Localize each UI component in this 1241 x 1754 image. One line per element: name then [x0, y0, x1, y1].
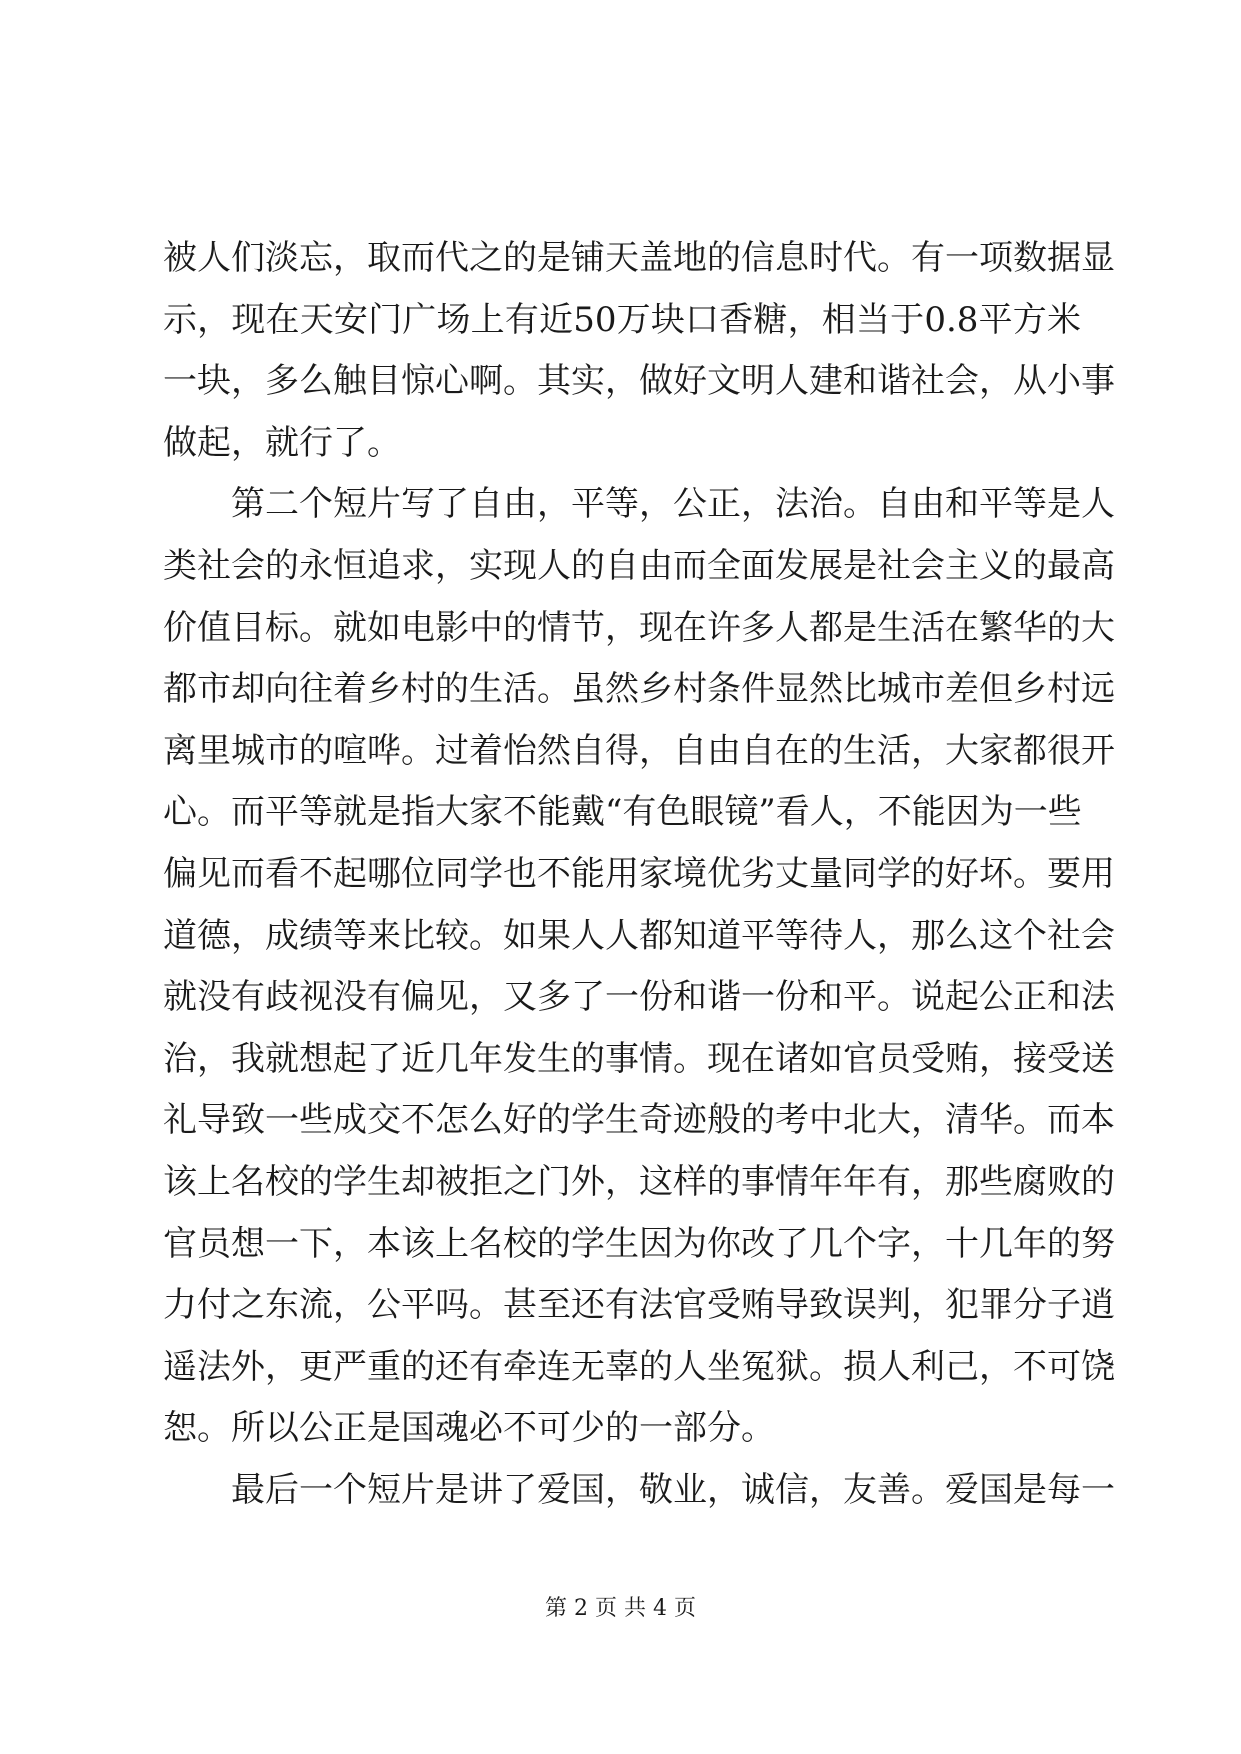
text-line: 都市却向往着乡村的生活。虽然乡村条件显然比城市差但乡村远: [163, 669, 1115, 710]
text-line: 被人们淡忘，取而代之的是铺天盖地的信息时代。有一项数据显: [163, 238, 1115, 278]
text-line: 离里城市的喧哗。过着怡然自得，自由自在的生活，大家都很开: [163, 730, 1115, 771]
text-line: 偏见而看不起哪位同学也不能用家境优劣丈量同学的好坏。要用: [163, 853, 1115, 894]
text-line: 官员想一下，本该上名校的学生因为你改了几个字，十几年的努: [163, 1223, 1115, 1264]
body-text: [163, 228, 1115, 1521]
text-line: 一块，多么触目惊心啊。其实，做好文明人建和谐社会，从小事: [163, 361, 1115, 402]
text-line: 做起，就行了。: [163, 422, 401, 463]
text-line: 该上名校的学生却被拒之门外，这样的事情年年有，那些腐败的: [163, 1161, 1115, 1202]
text-line: 类社会的永恒追求，实现人的自由而全面发展是社会主义的最高: [163, 545, 1115, 586]
text-line: 道德，成绩等来比较。如果人人都知道平等待人，那么这个社会: [163, 915, 1115, 956]
text-line: 示，现在天安门广场上有近50万块口香糖，相当于0.8平方米: [163, 299, 1081, 340]
page-footer: 第 2 页 共 4 页: [545, 1596, 696, 1621]
text-line: 心。而平等就是指大家不能戴“有色眼镜”看人，不能因为一些: [163, 792, 1082, 833]
text-line: 价值目标。就如电影中的情节，现在许多人都是生活在繁华的大: [163, 607, 1115, 648]
text-line: 就没有歧视没有偏见，又多了一份和谐一份和平。说起公正和法: [163, 977, 1115, 1018]
text-line: 最后一个短片是讲了爱国，敬业，诚信，友善。爱国是每一: [163, 1469, 1115, 1510]
text-line: 力付之东流，公平吗。甚至还有法官受贿导致误判，犯罪分子逍: [163, 1285, 1115, 1326]
text-line: 治，我就想起了近几年发生的事情。现在诸如官员受贿，接受送: [163, 1038, 1115, 1079]
text-line: 礼导致一些成交不怎么好的学生奇迹般的考中北大，清华。而本: [163, 1100, 1115, 1141]
text-line: 遥法外，更严重的还有牵连无辜的人坐冤狱。损人利己，不可饶: [163, 1346, 1115, 1387]
text-line: 第二个短片写了自由，平等，公正，法治。自由和平等是人: [163, 484, 1115, 525]
text-line: 恕。所以公正是国魂必不可少的一部分。: [163, 1408, 775, 1449]
